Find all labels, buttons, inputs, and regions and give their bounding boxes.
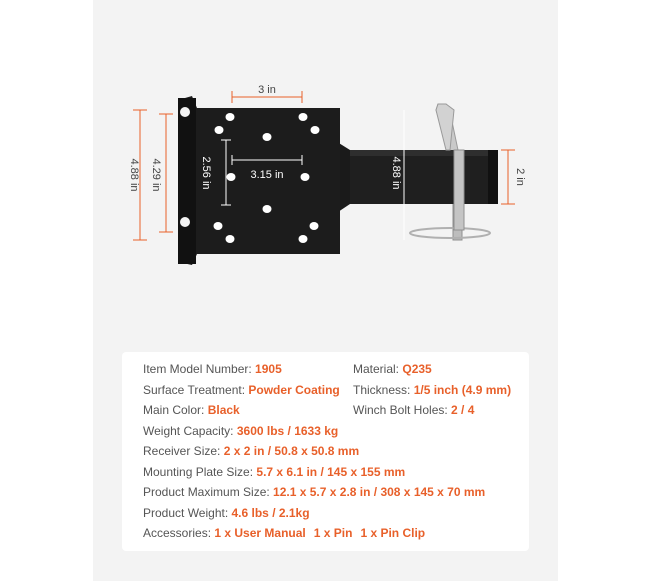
spec-material: Material: Q235 — [353, 362, 432, 376]
spec-main-color: Main Color: Black — [143, 403, 240, 417]
spec-accessories: Accessories: 1 x User Manual 1 x Pin 1 x Pin Clip — [143, 526, 426, 540]
dim-receiver-opening: 2 in — [514, 168, 526, 186]
spec-receiver-size: Receiver Size: 2 x 2 in / 50.8 x 50.8 mm — [143, 444, 360, 458]
dim-hole-vertical: 2.56 in — [200, 156, 212, 190]
spec-mounting-plate-size: Mounting Plate Size: 5.7 x 6.1 in / 145 x 155 mm — [143, 465, 406, 479]
spec-product-weight: Product Weight: 4.6 lbs / 2.1kg — [143, 506, 310, 520]
dim-outer-height: 4.88 in — [128, 158, 140, 192]
dim-inner-height: 4.29 in — [150, 158, 162, 192]
spec-weight-capacity: Weight Capacity: 3600 lbs / 1633 kg — [143, 424, 339, 438]
spec-surface-treatment: Surface Treatment: Powder Coating — [143, 383, 340, 397]
pin-shaft — [454, 150, 464, 230]
spec-winch-bolt-holes: Winch Bolt Holes: 2 / 4 — [353, 403, 475, 417]
spec-item-model: Item Model Number: 1905 — [143, 362, 282, 376]
dim-hole-horizontal: 3.15 in — [250, 169, 284, 181]
receiver-tube — [326, 135, 498, 220]
spec-thickness: Thickness: 1/5 inch (4.9 mm) — [353, 383, 512, 397]
spec-product-max-size: Product Maximum Size: 12.1 x 5.7 x 2.8 in / 308 x 145 x 70 mm — [143, 485, 486, 499]
dim-top-width: 3 in — [258, 84, 276, 96]
dim-receiver-height: 4.88 in — [390, 156, 402, 190]
